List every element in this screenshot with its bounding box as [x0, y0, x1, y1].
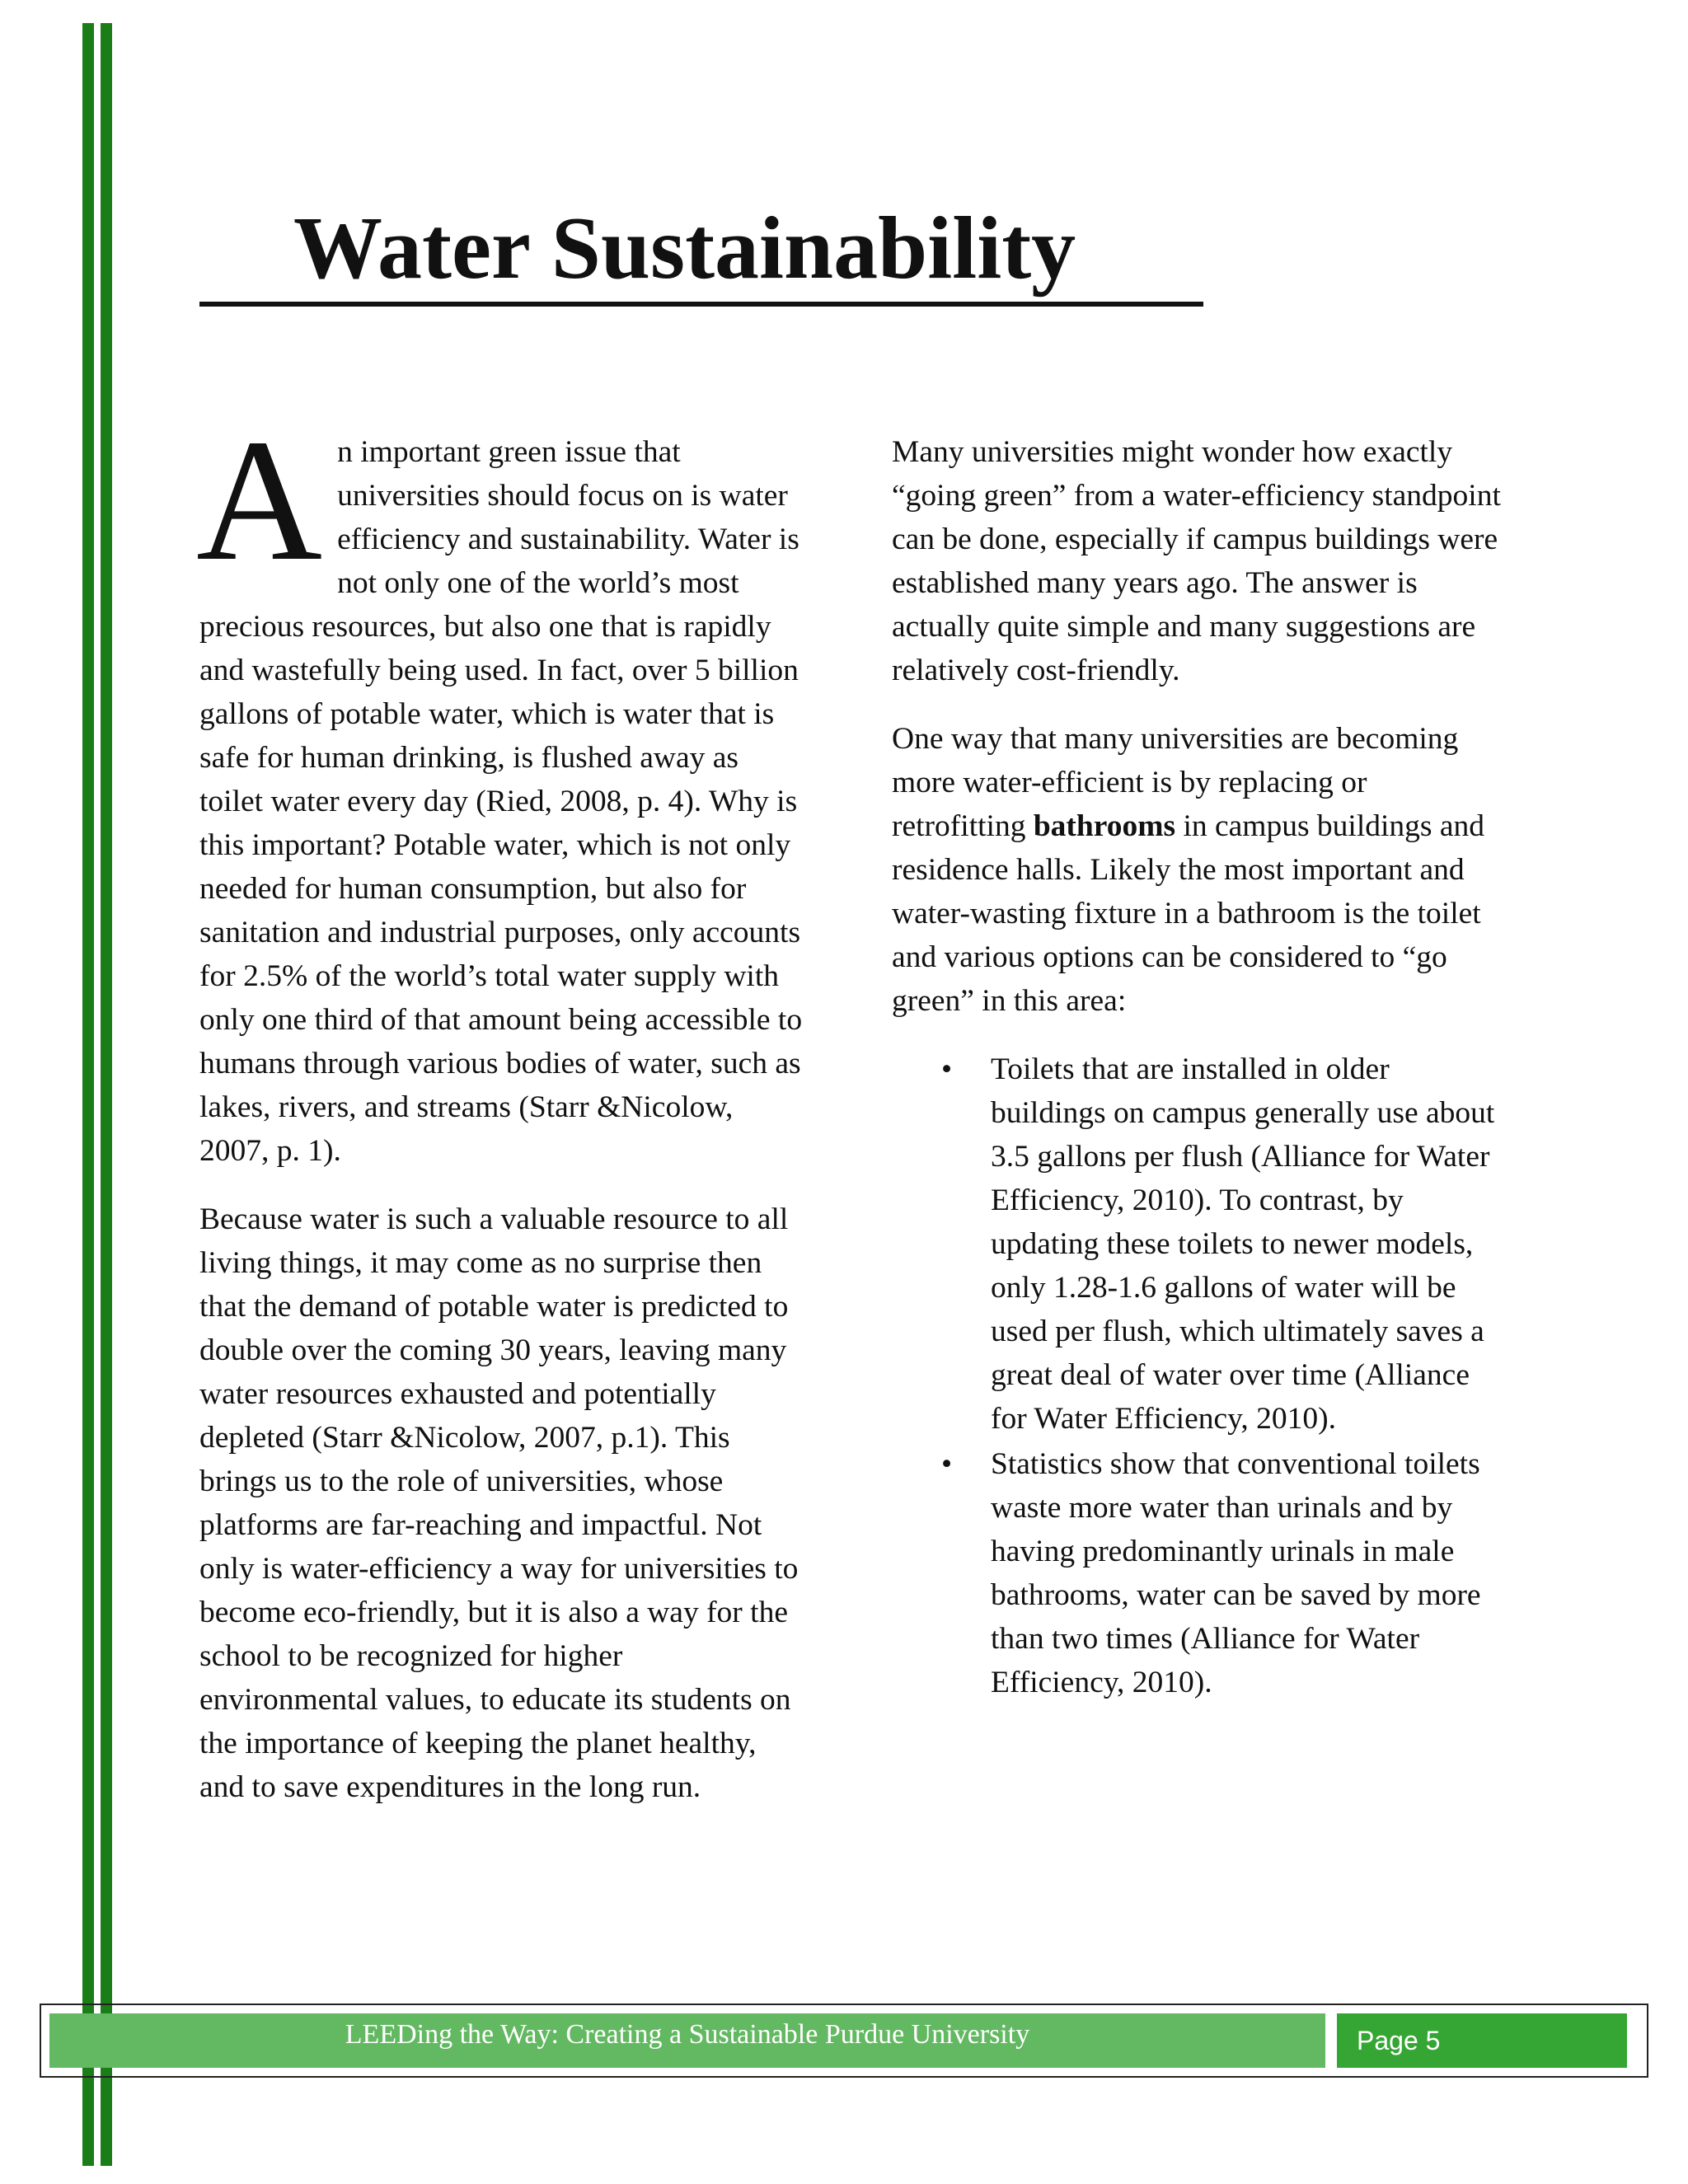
bathrooms-bold: bathrooms	[1033, 809, 1176, 843]
list-item	[892, 1047, 1502, 1441]
bullet-icon: •	[941, 1052, 953, 1086]
going-green-paragraph: Many universities might wonder how exactly “going green” from a water-efficiency standpoint can be done, especially if campus buildings were established many years ago. The answer is actually quite simple and many suggestions are relatively cost-friendly.	[892, 435, 1501, 687]
page-number: Page 5	[1337, 2013, 1627, 2068]
margin-accent-bar-left	[82, 23, 94, 2166]
bullet-icon: •	[941, 1447, 953, 1481]
margin-accent-bar-right	[101, 23, 112, 2166]
right-column	[892, 430, 1502, 1706]
universities-role-paragraph: Because water is such a valuable resource to all living things, it may come as no surprise then that the demand of potable water is predicted to double over the coming 30 years, leaving many water resources exhausted and potentially depleted (Starr &Nicolow, 2007, p.1). This brings us to the role of universities, whose platforms are far-reaching and impactful. Not only is water-efficiency a way for universities to become eco-friendly, but it is also a way for the school to be recognized for higher environmental values, to educate its students on the importance of keeping the planet healthy, and to save expenditures in the long run.	[199, 1202, 799, 1804]
bathrooms-text-before: One way that many universities are becoming more water-efficient is by replacing or retrofitting	[892, 722, 1459, 843]
page-footer	[40, 2004, 1648, 2078]
list-item-text: Toilets that are installed in older buildings on campus generally use about 3.5 gallons per flush (Alliance for Water Efficiency, 2010). To contrast, by updating these toilets to newer models, only 1.28-1.6 gallons of water will be used per flush, which ultimately saves a great deal of water over time (Alliance for Water Efficiency, 2010).	[991, 1052, 1495, 1436]
list-item-text: Statistics show that conventional toilets waste more water than urinals and by having predominantly urinals in male bathrooms, water can be saved by more than two times (Alliance for Water Efficiency, 2010).	[991, 1447, 1481, 1699]
drop-cap: A	[196, 403, 323, 597]
toilet-options-list	[892, 1047, 1502, 1704]
bathrooms-paragraph	[892, 717, 1502, 1023]
intro-paragraph	[196, 403, 805, 1173]
intro-paragraph-text: n important green issue that universities should focus on is water efficiency and sustainability. Water is not only one of the world’s most precious resources, but also one that is rapidly and wastefully being used. In fact, over 5 billion gallons of potable water, which is water that is safe for human drinking, is flushed away as toilet water every day (Ried, 2008, p. 4). Why is this important? Potable water, which is not only needed for human consumption, but also for sanitation and industrial purposes, only accounts for 2.5% of the world’s total water supply with only one third of that amount being accessible to humans through various bodies of water, such as lakes, rivers, and streams (Starr &Nicolow, 2007, p. 1).	[199, 435, 803, 1168]
left-column	[196, 403, 805, 1834]
page-title: Water Sustainability	[199, 191, 1203, 307]
footer-title: LEEDing the Way: Creating a Sustainable Purdue University	[49, 2013, 1325, 2068]
bathrooms-text-after: in campus buildings and residence halls. Likely the most important and water-wasting fixture in a bathroom is the toilet and various options can be considered to “go green” in this area:	[892, 809, 1485, 1018]
list-item	[892, 1442, 1502, 1704]
